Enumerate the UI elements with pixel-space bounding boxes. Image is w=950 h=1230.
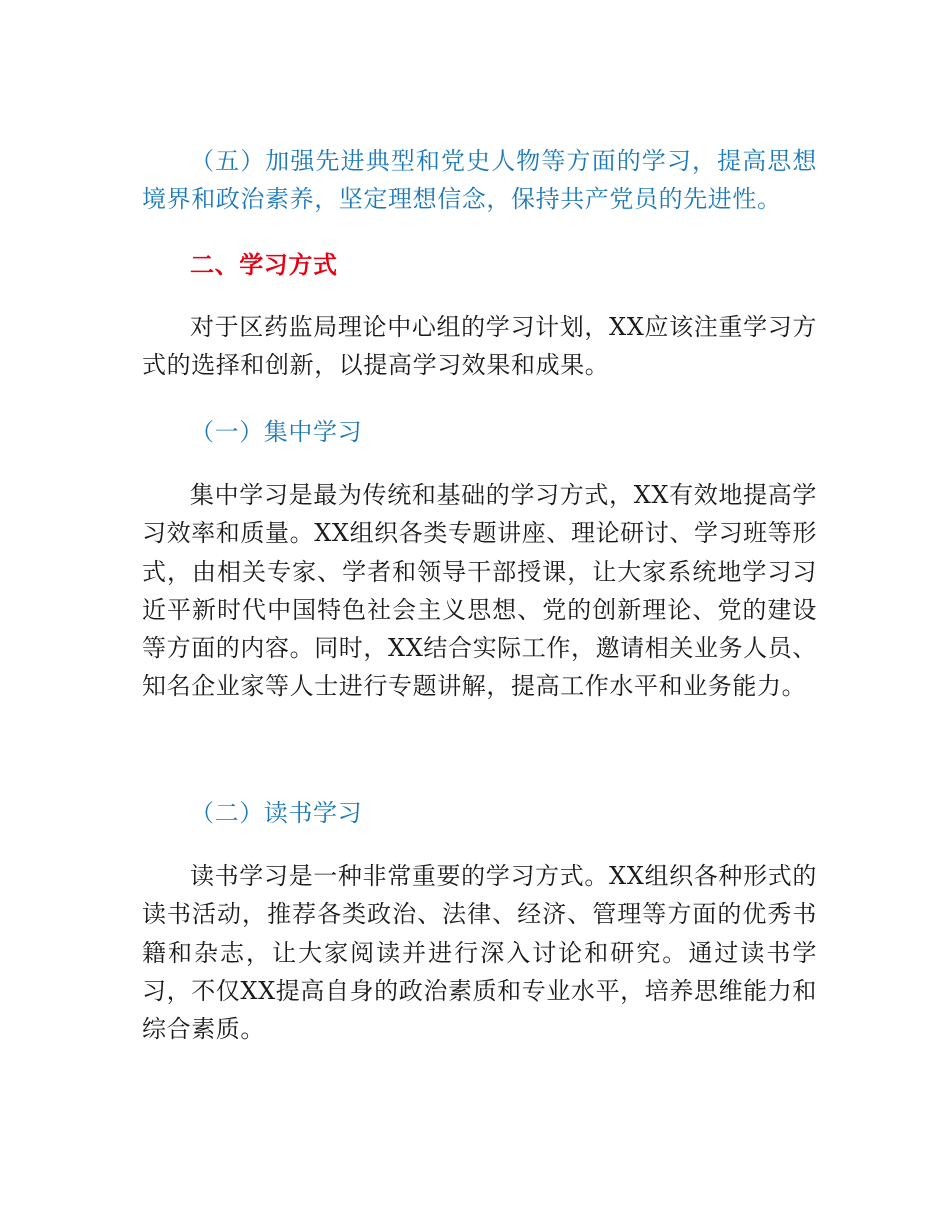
section-5-objective-paragraph: （五）加强先进典型和党史人物等方面的学习，提高思想境界和政治素养，坚定理想信念，保持共产党员的先进性。 <box>142 147 817 214</box>
method-2-body-paragraph: 读书学习是一种非常重要的学习方式。XX组织各种形式的读书活动，推荐各类政治、法律、经济、管理等方面的优秀书籍和杂志，让大家阅读并进行深入讨论和研究。通过读书学习，不仅XX提高自身的政治素质和专业水平，培养思维能力和综合素质。 <box>142 862 817 1044</box>
part-2-intro-paragraph: 对于区药监局理论中心组的学习计划，XX应该注重学习方式的选择和创新，以提高学习效果和成果。 <box>142 313 817 380</box>
part-2-heading: 二、学习方式 <box>190 251 338 279</box>
method-1-body-paragraph: 集中学习是最为传统和基础的学习方式，XX有效地提高学习效率和质量。XX组织各类专题讲座、理论研讨、学习班等形式，由相关专家、学者和领导干部授课，让大家系统地学习习近平新时代中国特色社会主义思想、党的创新理论、党的建设等方面的内容。同时，XX结合实际工作，邀请相关业务人员、知名企业家等人士进行专题讲解，提高工作水平和业务能力。 <box>142 481 817 701</box>
method-1-heading: （一）集中学习 <box>190 418 363 446</box>
method-2-heading: （二）读书学习 <box>190 799 363 827</box>
